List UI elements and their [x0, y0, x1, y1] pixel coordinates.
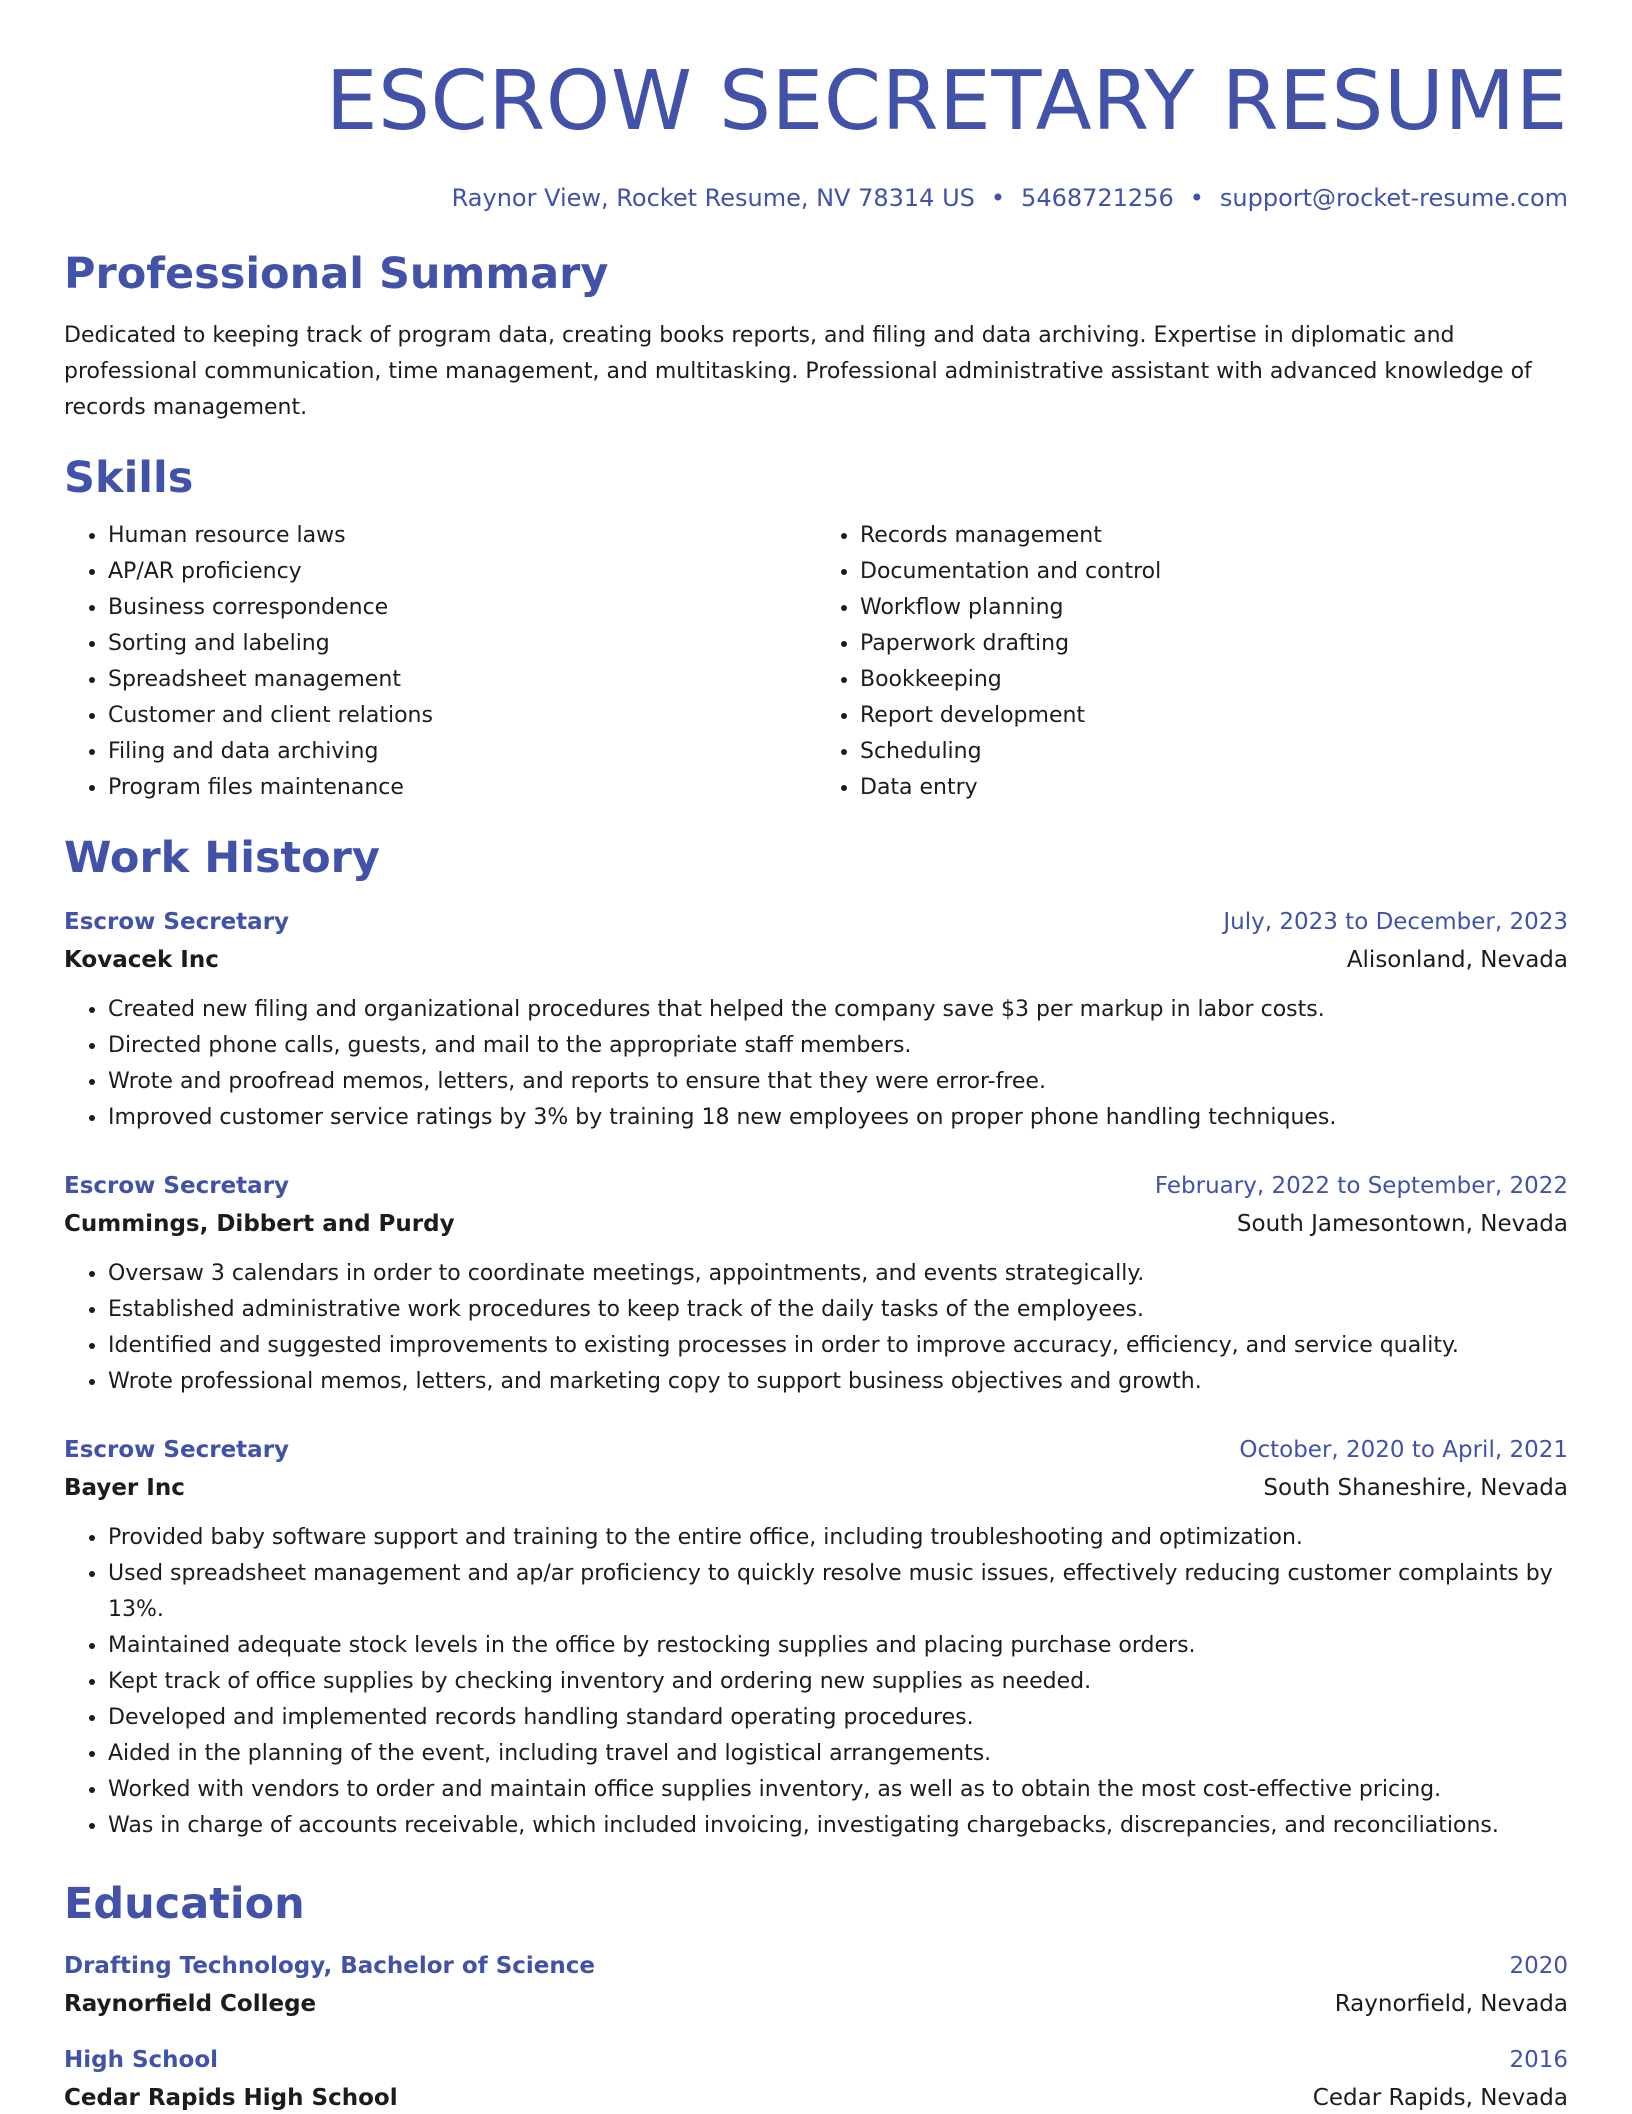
- job-bullet: • Identified and suggested improvements to existing processes in order to improve accuracy, efficiency, and service quality.: [108, 1328, 1568, 1364]
- skill-item: • Filing and data archiving: [108, 734, 816, 770]
- job-company: Cummings, Dibbert and Purdy: [64, 1211, 455, 1237]
- job-bullet: • Provided baby software support and training to the entire office, including troubleshooting and optimization.: [108, 1520, 1568, 1556]
- job-bullet: • Wrote and proofread memos, letters, and reports to ensure that they were error-free.: [108, 1064, 1568, 1100]
- education-entry: [64, 2044, 1568, 2114]
- job-company: Bayer Inc: [64, 1475, 185, 1501]
- skill-item: • Documentation and control: [860, 554, 1568, 590]
- job-dates: February, 2022 to September, 2022: [1154, 1173, 1568, 1199]
- resume-title: ESCROW SECRETARY RESUME: [325, 54, 1568, 149]
- job-entry: [64, 1170, 1568, 1400]
- skills-list-right: [816, 518, 1568, 806]
- skill-item: • Customer and client relations: [108, 698, 816, 734]
- job-bullets: [64, 992, 1568, 1136]
- work-history-heading: Work History: [64, 833, 380, 883]
- summary-text: Dedicated to keeping track of program data, creating books reports, and filing and data archiving. Expertise in diplomatic and professional communication, time management, and multitasking. Professional administrative assistant with advanced knowledge of records management.: [64, 323, 1532, 420]
- skill-item: • Workflow planning: [860, 590, 1568, 626]
- contact-address: Raynor View, Rocket Resume, NV 78314 US: [451, 184, 975, 212]
- job-title: Escrow Secretary: [64, 1437, 290, 1463]
- job-location: Alisonland, Nevada: [1346, 947, 1568, 973]
- skill-item: • Paperwork drafting: [860, 626, 1568, 662]
- job-company: Kovacek Inc: [64, 947, 219, 973]
- skill-item: • Scheduling: [860, 734, 1568, 770]
- contact-phone: 5468721256: [1021, 184, 1174, 212]
- skill-item: • Human resource laws: [108, 518, 816, 554]
- job-bullet: • Worked with vendors to order and maintain office supplies inventory, as well as to obtain the most cost-effective pricing.: [108, 1772, 1568, 1808]
- skills-columns: [64, 518, 1568, 806]
- education-year: 2020: [1509, 1953, 1568, 1979]
- skill-item: • Records management: [860, 518, 1568, 554]
- job-bullet: • Was in charge of accounts receivable, which included invoicing, investigating chargebacks, discrepancies, and reconciliations.: [108, 1808, 1568, 1844]
- job-bullet: • Aided in the planning of the event, including travel and logistical arrangements.: [108, 1736, 1568, 1772]
- job-entry: [64, 906, 1568, 1136]
- job-title: Escrow Secretary: [64, 1173, 290, 1199]
- contact-email: support@rocket-resume.com: [1219, 184, 1568, 212]
- education-location: Cedar Rapids, Nevada: [1312, 2085, 1568, 2111]
- education-degree: High School: [64, 2047, 219, 2073]
- education-heading: Education: [64, 1879, 305, 1929]
- job-bullet: • Oversaw 3 calendars in order to coordinate meetings, appointments, and events strategically.: [108, 1256, 1568, 1292]
- skills-list-left: [64, 518, 816, 806]
- job-bullet: • Directed phone calls, guests, and mail to the appropriate staff members.: [108, 1028, 1568, 1064]
- contact-line: [64, 182, 1568, 214]
- job-entry: [64, 1434, 1568, 1844]
- skills-heading: Skills: [64, 453, 194, 503]
- job-bullet: • Improved customer service ratings by 3% by training 18 new employees on proper phone handling techniques.: [108, 1100, 1568, 1136]
- job-dates: October, 2020 to April, 2021: [1239, 1437, 1568, 1463]
- education-school: Raynorfield College: [64, 1991, 317, 2017]
- skill-item: • Business correspondence: [108, 590, 816, 626]
- job-bullet: • Maintained adequate stock levels in the office by restocking supplies and placing purchase orders.: [108, 1628, 1568, 1664]
- skill-item: • Data entry: [860, 770, 1568, 806]
- job-bullets: [64, 1256, 1568, 1400]
- education-school: Cedar Rapids High School: [64, 2085, 398, 2111]
- job-bullet: • Developed and implemented records handling standard operating procedures.: [108, 1700, 1568, 1736]
- skill-item: • Report development: [860, 698, 1568, 734]
- job-bullet: • Kept track of office supplies by checking inventory and ordering new supplies as needed.: [108, 1664, 1568, 1700]
- skill-item: • Program files maintenance: [108, 770, 816, 806]
- skill-item: • Bookkeeping: [860, 662, 1568, 698]
- job-bullet: • Used spreadsheet management and ap/ar proficiency to quickly resolve music issues, effectively reducing customer complaints by 13%.: [108, 1556, 1568, 1628]
- job-location: South Jamesontown, Nevada: [1236, 1211, 1568, 1237]
- job-title: Escrow Secretary: [64, 909, 290, 935]
- skill-item: • Spreadsheet management: [108, 662, 816, 698]
- resume-page: [64, 0, 1568, 2114]
- job-bullet: • Wrote professional memos, letters, and marketing copy to support business objectives and growth.: [108, 1364, 1568, 1400]
- job-location: South Shaneshire, Nevada: [1263, 1475, 1568, 1501]
- education-entry: [64, 1950, 1568, 2020]
- job-bullet: • Established administrative work procedures to keep track of the daily tasks of the employees.: [108, 1292, 1568, 1328]
- summary-heading: Professional Summary: [64, 249, 609, 299]
- job-bullets: [64, 1520, 1568, 1844]
- education-year: 2016: [1509, 2047, 1568, 2073]
- skill-item: • AP/AR proficiency: [108, 554, 816, 590]
- education-degree: Drafting Technology, Bachelor of Science: [64, 1953, 595, 1979]
- contact-separator: •: [1189, 184, 1204, 212]
- job-dates: July, 2023 to December, 2023: [1223, 909, 1568, 935]
- job-bullet: • Created new filing and organizational procedures that helped the company save $3 per markup in labor costs.: [108, 992, 1568, 1028]
- skill-item: • Sorting and labeling: [108, 626, 816, 662]
- contact-separator: •: [990, 184, 1006, 212]
- education-location: Raynorfield, Nevada: [1334, 1991, 1568, 2017]
